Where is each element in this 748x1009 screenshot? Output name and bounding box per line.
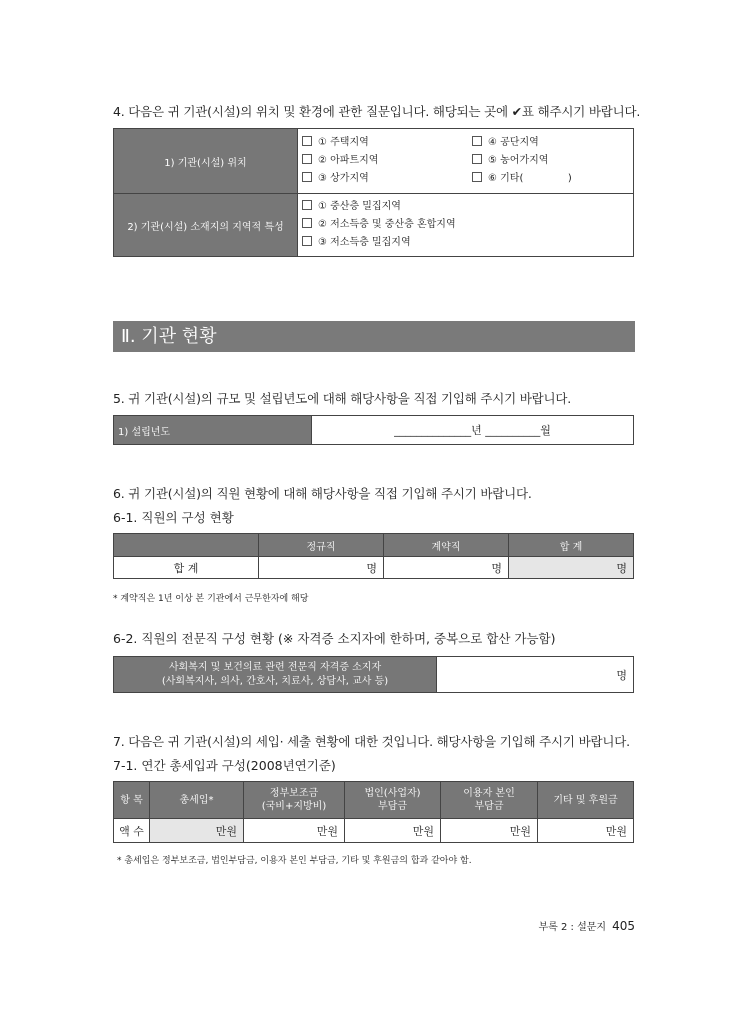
q6-note: * 계약직은 1년 이상 본 기관에서 근무한자에 해당: [113, 594, 309, 604]
checkbox[interactable]: [302, 218, 312, 228]
q7-text: 7. 다음은 귀 기관(시설)의 세입· 세출 현황에 대한 것입니다. 해당사항을 기입해 주시기 바랍니다.: [113, 734, 630, 749]
staff-header-contract: 계약직: [384, 534, 509, 557]
checkbox[interactable]: [472, 172, 482, 182]
staff-header-total: 합 계: [509, 534, 634, 557]
section-title: Ⅱ. 기관 현황: [113, 321, 635, 352]
rev-row-label: 액 수: [114, 819, 150, 843]
q6-text: 6. 귀 기관(시설)의 직원 현황에 대해 해당사항을 직접 기입해 주시기 바랍니다.: [113, 486, 532, 501]
rev-header-item: 항 목: [114, 782, 150, 819]
pro-label: 사회복지 및 보건의료 관련 전문직 자격증 소지자 (사회복지사, 의사, 간호사, 치료사, 상담사, 교사 등): [114, 657, 437, 693]
rev-gov-input[interactable]: 만원: [244, 819, 345, 843]
checkbox[interactable]: [302, 236, 312, 246]
q7-note: * 총세입은 정부보조금, 법인부담금, 이용자 본인 부담금, 기타 및 후원금의 합과 같아야 함.: [117, 856, 472, 866]
q5-label: 1) 설립년도: [114, 416, 312, 445]
q4-row1-left: ① 주택지역 ② 아파트지역 ③ 상가지역: [302, 134, 472, 188]
pro-input[interactable]: 명: [437, 657, 634, 693]
q5-table: [113, 415, 634, 445]
q5-text: 5. 귀 기관(시설)의 규모 및 설립년도에 대해 해당사항을 직접 기입해 주시기 바랍니다.: [113, 391, 572, 406]
revenue-table: [113, 781, 634, 843]
page-number: 405: [612, 919, 635, 933]
rev-header-other: 기타 및 후원금: [538, 782, 634, 819]
q4-row1-label: 1) 기관(시설) 위치: [114, 129, 298, 194]
checkbox[interactable]: [472, 154, 482, 164]
rev-other-input[interactable]: 만원: [538, 819, 634, 843]
q6-sub2: 6-2. 직원의 전문직 구성 현황 (※ 자격증 소지자에 한하며, 중복으로 합산 가능함): [113, 631, 556, 646]
staff-row-label: 합 계: [114, 557, 259, 579]
rev-total-cell: 만원: [150, 819, 244, 843]
regular-input[interactable]: 명: [259, 557, 384, 579]
rev-user-input[interactable]: 만원: [441, 819, 538, 843]
checkbox[interactable]: [302, 154, 312, 164]
checkbox[interactable]: [302, 136, 312, 146]
q4-text: 4. 다음은 귀 기관(시설)의 위치 및 환경에 관한 질문입니다. 해당되는 곳에 ✔표 해주시기 바랍니다.: [113, 104, 641, 119]
q6-sub1: 6-1. 직원의 구성 현황: [113, 510, 234, 525]
q7-sub1: 7-1. 연간 총세입과 구성(2008년연기준): [113, 758, 336, 773]
rev-header-corp: 법인(사업자) 부담금: [345, 782, 441, 819]
contract-input[interactable]: 명: [384, 557, 509, 579]
year-input[interactable]: ______________년 __________월: [312, 416, 634, 445]
checkbox[interactable]: [302, 200, 312, 210]
staff-header-regular: 정규직: [259, 534, 384, 557]
rev-header-total: 총세입*: [150, 782, 244, 819]
staff-header-empty: [114, 534, 259, 557]
rev-corp-input[interactable]: 만원: [345, 819, 441, 843]
page-footer: [539, 918, 635, 933]
pro-table: [113, 656, 634, 693]
rev-header-gov: 정부보조금 (국비+지방비): [244, 782, 345, 819]
q4-table: [113, 128, 634, 257]
q4-row1-right: ④ 공단지역 ⑤ 농어가지역 ⑥ 기타( ): [472, 134, 572, 188]
checkbox[interactable]: [472, 136, 482, 146]
checkbox[interactable]: [302, 172, 312, 182]
staff-table: [113, 533, 634, 579]
rev-header-user: 이용자 본인 부담금: [441, 782, 538, 819]
total-cell: 명: [509, 557, 634, 579]
q4-row2-label: 2) 기관(시설) 소재지의 지역적 특성: [114, 194, 298, 257]
q4-row2-options: ① 중산층 밀집지역 ② 저소득층 및 중산층 혼합지역 ③ 저소득층 밀집지역: [298, 194, 634, 257]
footer-label: 부록 2 : 설문지: [538, 922, 607, 933]
